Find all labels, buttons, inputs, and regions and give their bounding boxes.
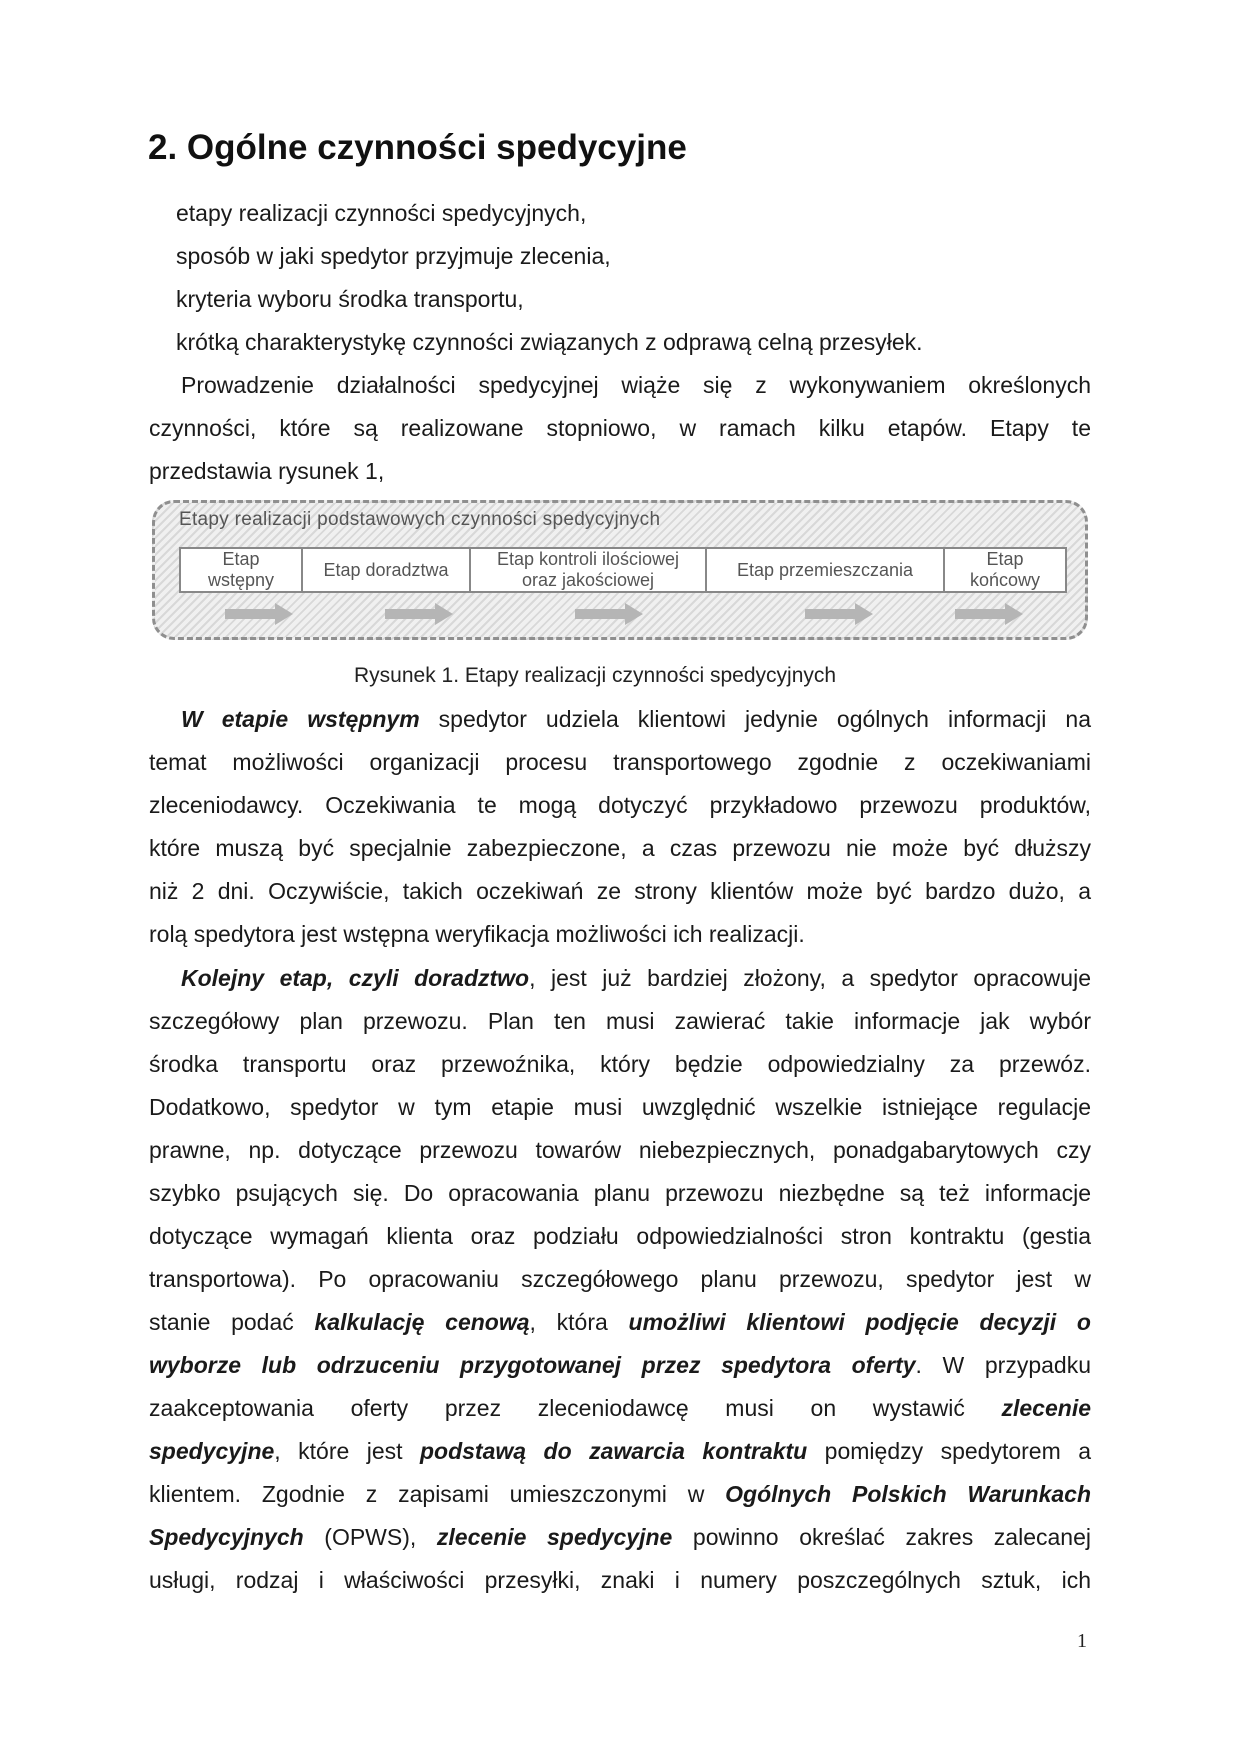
stages-row xyxy=(179,547,1067,593)
arrow-icon xyxy=(385,603,453,625)
emphasis: podstawą do zawarcia kontraktu xyxy=(419,1438,808,1464)
emphasis: spedycyjne xyxy=(149,1438,275,1464)
text-line xyxy=(149,957,1091,1000)
stage-advisory: Etap doradztwa xyxy=(303,549,471,591)
text-line: zleceniodawcy. Oczekiwania te mogą dotyczyć przykładowo przewozu produktów, xyxy=(149,792,1091,818)
arrow-icon xyxy=(575,603,643,625)
text-line xyxy=(149,1387,1091,1430)
figure-caption: Rysunek 1. Etapy realizacji czynności spedycyjnych xyxy=(354,664,837,687)
list-item: kryteria wyboru środka transportu, xyxy=(176,286,524,312)
text-line xyxy=(149,1430,1091,1473)
text-line xyxy=(149,1344,1091,1387)
text-line: szczegółowy plan przewozu. Plan ten musi zawierać takie informacje jak wybór xyxy=(149,1008,1091,1034)
text-run: klientem. Zgodnie z zapisami umieszczonymi w xyxy=(149,1481,726,1507)
text-run: . W przypadku xyxy=(915,1352,1092,1378)
text-run: , które jest xyxy=(274,1438,420,1464)
emphasis: zlecenie xyxy=(1001,1395,1091,1421)
figure-title: Etapy realizacji podstawowych czynności spedycyjnych xyxy=(179,509,661,530)
text-line: Dodatkowo, spedytor w tym etapie musi uwzględnić wszelkie istniejące regulacje xyxy=(149,1094,1091,1120)
text-run: , jest już bardziej złożony, a spedytor opracowuje xyxy=(529,965,1091,991)
text-run: , która xyxy=(529,1309,629,1335)
text-line: Prowadzenie działalności spedycyjnej wiąże się z wykonywaniem określonych xyxy=(181,372,1091,398)
text-line: prawne, np. dotyczące przewozu towarów niebezpiecznych, ponadgabarytowych czy xyxy=(149,1137,1091,1163)
text-line: niż 2 dni. Oczywiście, takich oczekiwań ze strony klientów może być bardzo dużo, a xyxy=(149,878,1091,904)
emphasis: umożliwi klientowi podjęcie decyzji o xyxy=(628,1309,1091,1335)
text-run: spedytor udziela klientowi jedynie ogólnych informacji na xyxy=(419,706,1091,732)
arrow-icon xyxy=(225,603,293,625)
text-line xyxy=(149,698,1091,741)
arrow-icon xyxy=(955,603,1023,625)
stage-control: Etap kontroli ilościowej oraz jakościowej xyxy=(471,549,707,591)
text-run: (OPWS), xyxy=(303,1524,437,1550)
list-item: krótką charakterystykę czynności związanych z odprawą celną przesyłek. xyxy=(176,329,923,355)
text-line: dotyczące wymagań klienta oraz podziału odpowiedzialności stron kontraktu (gestia xyxy=(149,1223,1091,1249)
page-number: 1 xyxy=(1077,1630,1087,1652)
text-line xyxy=(149,1473,1091,1516)
text-line xyxy=(149,1301,1091,1344)
text-line xyxy=(149,1516,1091,1559)
text-line: środka transportu oraz przewoźnika, który będzie odpowiedzialny za przewóz. xyxy=(149,1051,1091,1077)
emphasis: Kolejny etap, czyli doradztwo xyxy=(181,965,530,991)
emphasis: zlecenie spedycyjne xyxy=(436,1524,673,1550)
text-run: powinno określać zakres zalecanej xyxy=(672,1524,1091,1550)
text-line: które muszą być specjalnie zabezpieczone, a czas przewozu nie może być dłuższy xyxy=(149,835,1091,861)
paragraph-initial-stage xyxy=(149,698,1091,956)
list-item: sposób w jaki spedytor przyjmuje zlecenia, xyxy=(176,243,611,269)
text-line: usługi, rodzaj i właściwości przesyłki, znaki i numery poszczególnych sztuk, ich xyxy=(149,1567,1091,1593)
intro-paragraph xyxy=(149,364,1091,493)
text-run: zaakceptowania oferty przez zleceniodawcę musi on wystawić xyxy=(149,1395,1002,1421)
text-line: transportowa). Po opracowaniu szczegółowego planu przewozu, spedytor jest w xyxy=(149,1266,1091,1292)
emphasis: kalkulację cenową xyxy=(314,1309,530,1335)
emphasis: W etapie wstępnym xyxy=(181,706,420,732)
text-run: stanie podać xyxy=(149,1309,315,1335)
stage-initial: Etap wstępny xyxy=(181,549,303,591)
text-line: szybko psujących się. Do opracowania planu przewozu niezbędne są też informacje xyxy=(149,1180,1091,1206)
stage-transport: Etap przemieszczania xyxy=(707,549,945,591)
paragraph-advisory-stage xyxy=(149,957,1091,1602)
emphasis: wyborze lub odrzuceniu przygotowanej przez spedytora oferty xyxy=(149,1352,916,1378)
bullet-list xyxy=(176,192,923,364)
emphasis: Spedycyjnych xyxy=(149,1524,304,1550)
emphasis: Ogólnych Polskich Warunkach xyxy=(725,1481,1091,1507)
stage-final: Etap końcowy xyxy=(969,549,1041,590)
section-heading: 2. Ogólne czynności spedycyjne xyxy=(148,128,687,167)
text-line: rolą spedytora jest wstępna weryfikacja możliwości ich realizacji. xyxy=(149,921,805,947)
flow-arrows xyxy=(155,599,1091,629)
text-line: temat możliwości organizacji procesu transportowego zgodnie z oczekiwaniami xyxy=(149,749,1091,775)
list-item: etapy realizacji czynności spedycyjnych, xyxy=(176,200,587,226)
arrow-icon xyxy=(805,603,873,625)
text-run: pomiędzy spedytorem a xyxy=(807,1438,1091,1464)
text-line: przedstawia rysunek 1, xyxy=(149,458,385,484)
text-line: czynności, które są realizowane stopniowo, w ramach kilku etapów. Etapy te xyxy=(149,415,1091,441)
stages-figure xyxy=(152,500,1088,640)
